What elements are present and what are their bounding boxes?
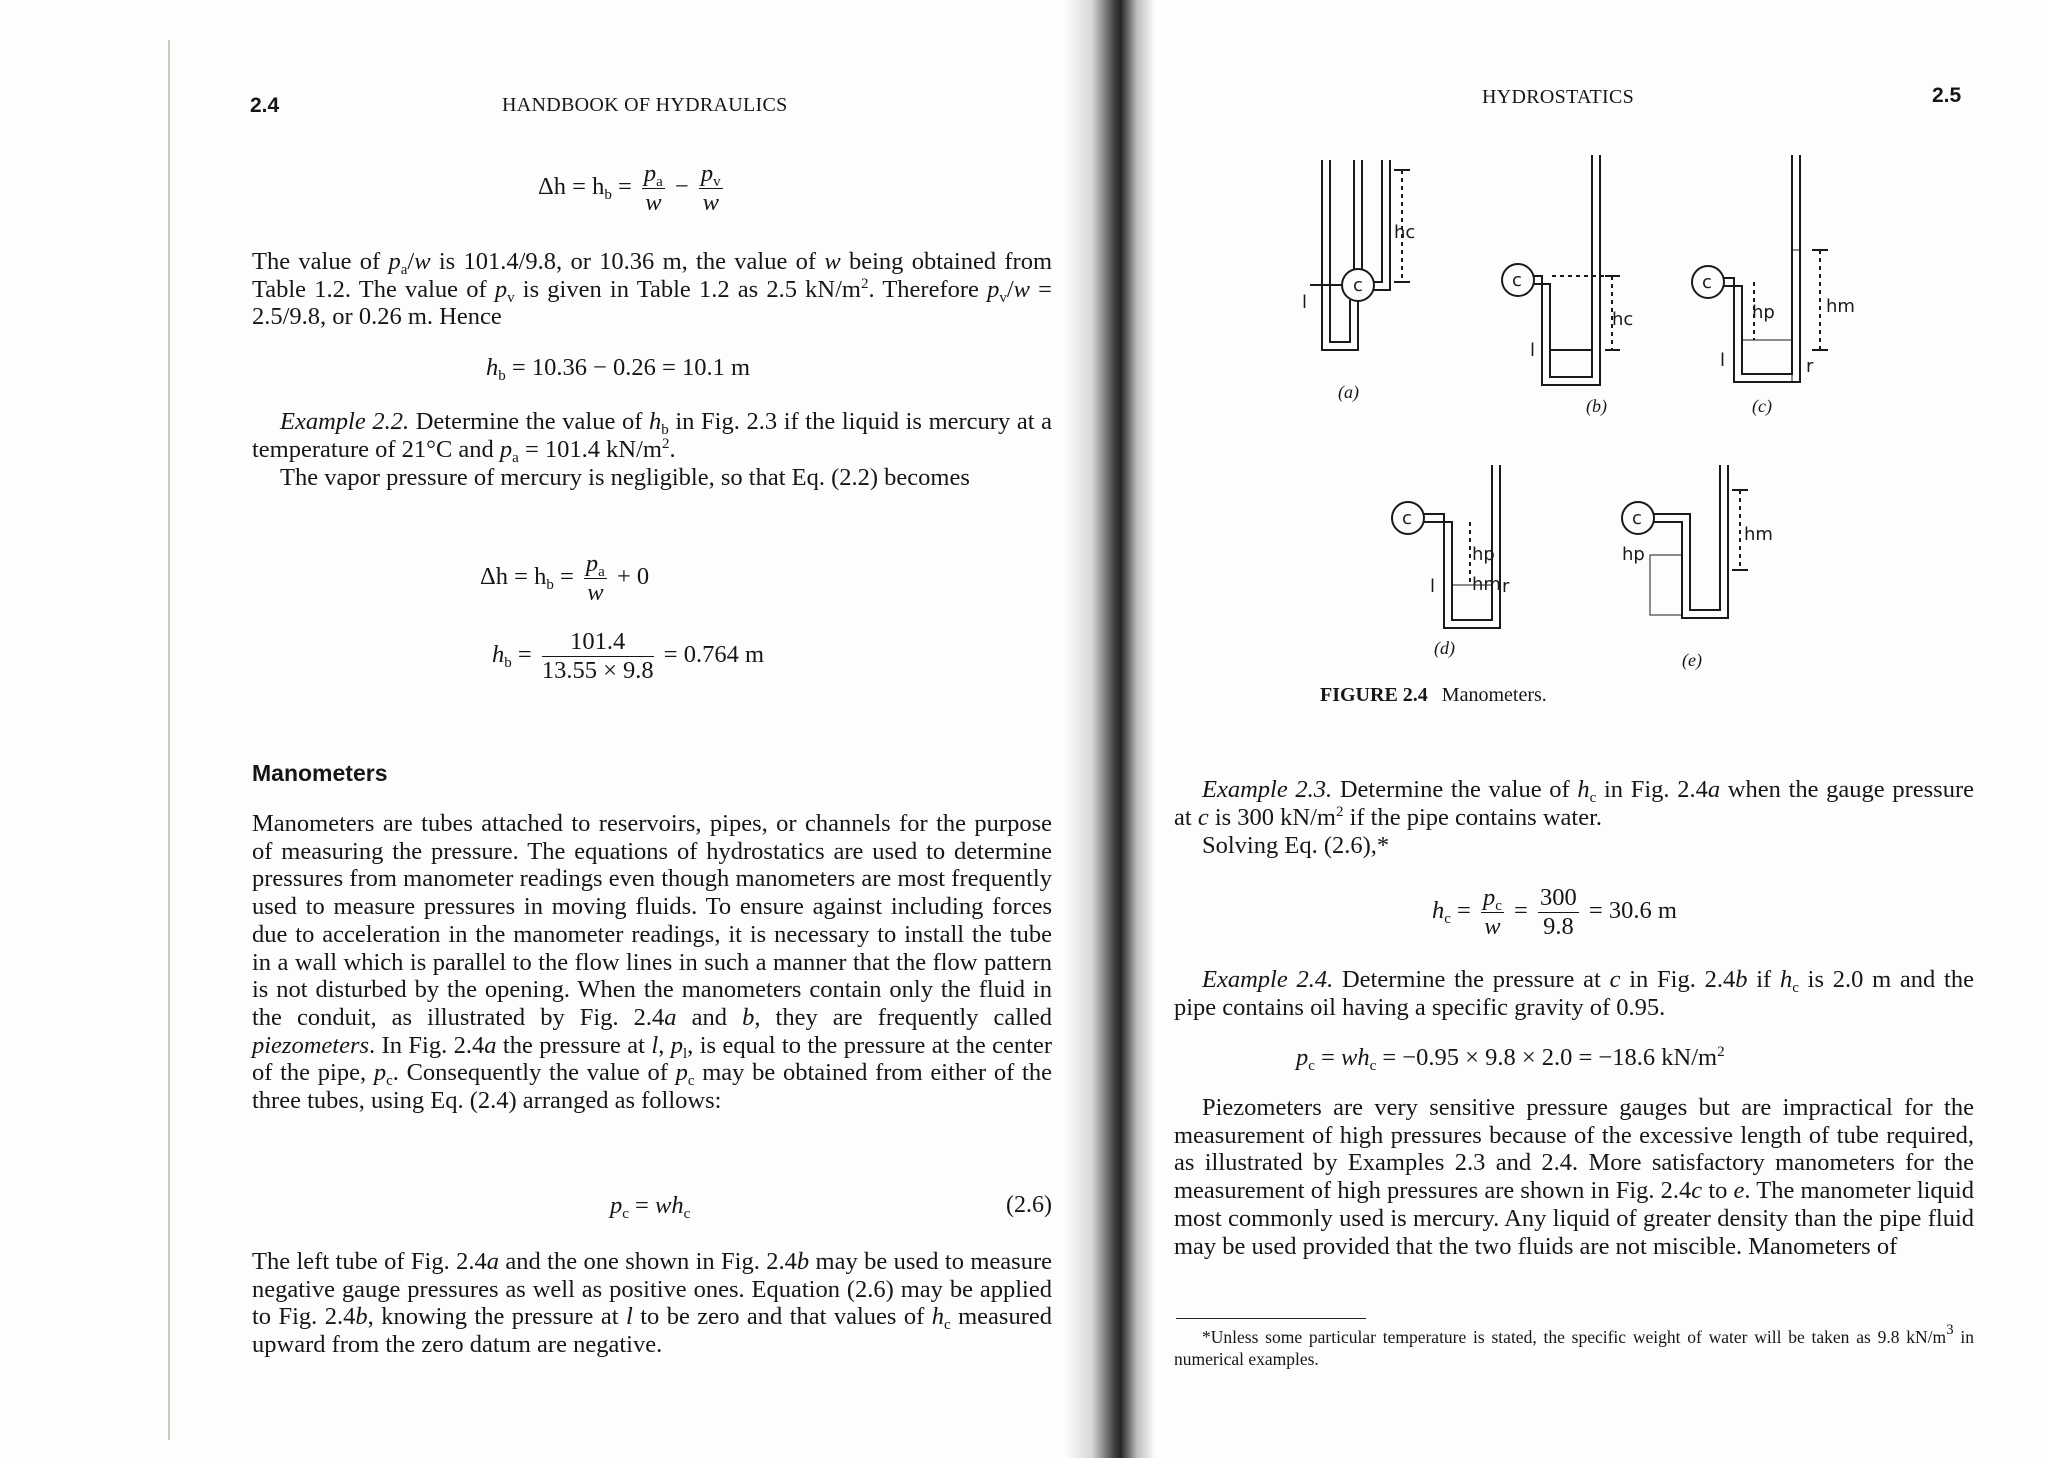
manometer-d-diagram bbox=[1390, 460, 1540, 640]
equation-hb-result: $h_b = 10.36 - 0.26 = 10.1$ m bbox=[486, 354, 751, 384]
paragraph-piezometers: Piezometers are very sensitive pressure gauges but are impractical for the measurement of high pressures because of the excessive length of tube required, as illustrated by Examples 2.3 and 2.4. More satisfactory manometers for the measurement of high pressures are shown in Fig. 2.4c to e. The manometer liquid most commonly used is mercury. Any liquid of greater density than the pipe fluid may be used provided that the two fluids are not miscible. Manometers of bbox=[1174, 1094, 1974, 1260]
panel-label-d: (d) bbox=[1434, 638, 1455, 658]
paragraph-negative-gauge: The left tube of Fig. 2.4a and the one shown in Fig. 2.4b may be used to measure negative gauge pressures as well as positive ones. Equation (2.6) may be applied to Fig. 2.4b, knowing the pressure at l to be zero and that values of $h_c$ measured upward from the zero datum are negative. bbox=[252, 1248, 1053, 1359]
label-hp: hp bbox=[1752, 302, 1775, 323]
footnote: *Unless some particular temperature is stated, the specific weight of water will be taken as 9.8 $kN/m^3$ in numerical examples. bbox=[1174, 1322, 1974, 1369]
footnote-rule bbox=[1176, 1318, 1366, 1319]
page-number: 2.4 bbox=[250, 94, 280, 117]
manometer-a-diagram bbox=[1302, 150, 1440, 390]
panel-label-c: (c) bbox=[1752, 396, 1772, 416]
figure-caption: FIGURE 2.4 Manometers. bbox=[1320, 684, 1547, 706]
label-c: c bbox=[1353, 275, 1363, 296]
manometer-b-diagram bbox=[1500, 150, 1650, 400]
equation-delta-h: $\Delta h = h_b$ = $\frac{p_a}{w}$ − $\frac{p_v}{w}$ bbox=[538, 160, 721, 216]
label-l: l bbox=[1302, 292, 1308, 313]
right-page bbox=[1120, 0, 2048, 1458]
label-hp: hp bbox=[1472, 544, 1495, 565]
equation-2-6: $p_c = wh_c$ bbox=[610, 1192, 691, 1222]
example-2-2: Example 2.2. Determine the value of $h_b$ in Fig. 2.3 if the liquid is mercury at a temperature of 21°C and $p_a = 101.4$ $kN/m^2$. bbox=[252, 408, 1053, 466]
label-r: r bbox=[1806, 356, 1814, 377]
label-c: c bbox=[1512, 270, 1522, 291]
manometer-c-diagram bbox=[1690, 150, 1860, 400]
label-l: l bbox=[1430, 576, 1436, 597]
equation-number: (2.6) bbox=[1006, 1192, 1052, 1218]
label-l: l bbox=[1530, 340, 1536, 361]
equation-hb-mercury: $h_b$ = $\frac{101.4}{13.55 \times 9.8}$ = 0.764 m bbox=[492, 628, 765, 684]
equation-pc: $p_c = wh_c = -0.95 \times 9.8 \times 2.0 = -18.6$ $kN/m^2$ bbox=[1296, 1044, 1725, 1074]
label-c: c bbox=[1702, 272, 1712, 293]
manometer-e-diagram bbox=[1620, 460, 1773, 630]
panel-label-a: (a) bbox=[1338, 382, 1359, 402]
running-head: HANDBOOK OF HYDRAULICS bbox=[502, 94, 788, 116]
label-hm: hm bbox=[1744, 524, 1773, 545]
section-heading-manometers: Manometers bbox=[252, 760, 388, 786]
solving-eq-2-6: Solving Eq. (2.6),* bbox=[1202, 832, 1390, 859]
paragraph-value-pa: The value of $p_a/w$ is 101.4/9.8, or 10.36 m, the value of w being obtained from Table 1.2. The value of $p_v$ is given in Table 1.2 as 2.5 $kN/m^2$. Therefore $p_v/w = 2.5/9.8$, or 0.26 m. Hence bbox=[252, 248, 1052, 331]
equation-delta-h-mercury: $\Delta h = h_b$ = $\frac{p_a}{w}$ + 0 bbox=[480, 550, 650, 606]
paragraph-vapor-pressure: The vapor pressure of mercury is negligible, so that Eq. (2.2) becomes bbox=[280, 464, 970, 491]
paragraph-manometers: Manometers are tubes attached to reservoirs, pipes, or channels for the purpose of measuring the pressure. The equations of hydrostatics are used to determine pressures from manometer readings even though manometers are most frequently used to measure pressures in moving fluids. To ensure against including forces due to acceleration in the manometer readings, it is necessary to install the tube in a wall which is parallel to the flow lines in such a manner that the flow pattern is not disturbed by the opening. When the manometers contain only the fluid in the conduit, as illustrated by Fig. 2.4a and b, they are frequently called piezometers. In Fig. 2.4a the pressure at l, $p_l$, is equal to the pressure at the center of the pipe, $p_c$. Consequently the value of $p_c$ may be obtained from either of the three tubes, using Eq. (2.4) arranged as follows: bbox=[252, 810, 1053, 1115]
example-2-4: Example 2.4. Determine the pressure at c in Fig. 2.4b if $h_c$ is 2.0 m and the pipe contains oil having a specific gravity of 0.95. bbox=[1174, 966, 1974, 1021]
label-c: c bbox=[1402, 508, 1412, 529]
label-r: r bbox=[1502, 576, 1510, 597]
label-hm: hm bbox=[1472, 574, 1501, 595]
equation-hc: $h_c$ = $\frac{p_c}{w}$ = $\frac{300}{9.8}$ = 30.6 m bbox=[1432, 884, 1677, 940]
panel-label-b: (b) bbox=[1586, 396, 1607, 416]
running-head: HYDROSTATICS bbox=[1482, 86, 1635, 108]
label-c: c bbox=[1632, 508, 1642, 529]
panel-label-e: (e) bbox=[1682, 650, 1702, 670]
label-hm: hm bbox=[1826, 296, 1855, 317]
label-l: l bbox=[1720, 350, 1726, 371]
label-hc: hc bbox=[1394, 222, 1416, 243]
example-2-3: Example 2.3. Determine the value of $h_c$ in Fig. 2.4a when the gauge pressure at c is 300 $kN/m^2$ if the pipe contains water. bbox=[1174, 776, 1975, 831]
page-number: 2.5 bbox=[1932, 84, 1962, 107]
label-hc: hc bbox=[1612, 309, 1634, 330]
label-hp: hp bbox=[1622, 544, 1645, 565]
